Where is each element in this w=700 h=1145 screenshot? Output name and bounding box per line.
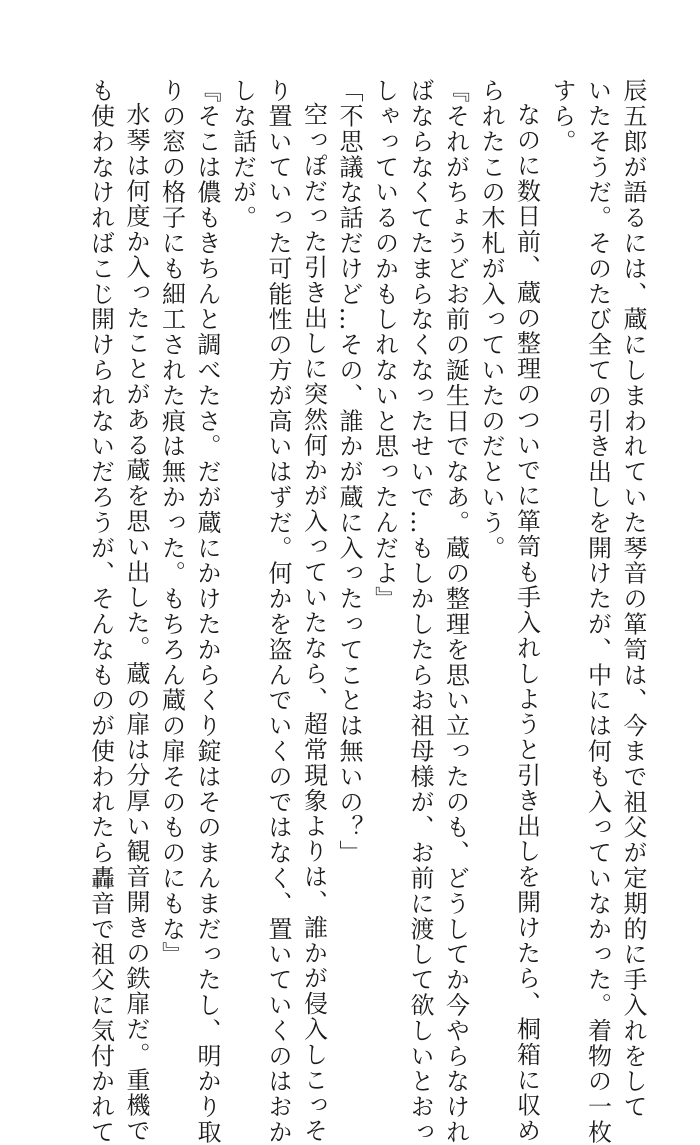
- text-line: すら。: [548, 78, 576, 155]
- text-line: 水琴は何度か入ったことがある蔵を思い出した。蔵の扉は分厚い観音開きの鉄扉だ。重機で: [122, 102, 150, 1144]
- text-line: られたこの木札が入っていたのだという。: [477, 78, 505, 561]
- text-line: 「不思議な話だけど…その、誰かが蔵に入ったってことは無いの？」: [335, 78, 363, 866]
- text-line: ばならなくてたまらなくなったせいで…もしかしたらお祖母様が、お前に渡して欲しいとおっ: [406, 78, 434, 1145]
- text-line: 『そこは儂もきちんと調べたさ。だが蔵にかけたからくり錠はそのまんまだったし、明かり取: [193, 78, 221, 1145]
- text-line: 空っぽだった引き出しに突然何かが入っていたなら、超常現象よりは、誰かが侵入しこっそ: [299, 102, 328, 1144]
- text-line: 辰五郎が語るには、蔵にしまわれていた琴音の箪笥は、今まで祖父が定期的に手入れをして: [619, 78, 647, 1120]
- text-line: りの窓の格子にも細工された痕は無かった。もちろん蔵の扉そのものにもな』: [157, 78, 186, 967]
- text-line: しな話だが。: [228, 78, 257, 231]
- text-line: も使わなければこじ開けられないだろうが、そんなものが使われたら轟音で祖父に気付かれて: [86, 78, 115, 1145]
- text-line: いたそうだ。そのたび全ての引き出しを開けたが、中には何も入っていなかった。着物の一枚: [583, 78, 612, 1145]
- text-line: 『それがちょうどお前の誕生日でなあ。蔵の整理を思い立ったのも、どうしてか今やらなけれ: [441, 78, 470, 1145]
- text-line: り置いていった可能性の方が高いはずだ。何かを盗んでいくのではなく、置いていくのはおか: [264, 78, 292, 1145]
- text-line: なのに数日前、蔵の整理のついでに箪笥も手入れしようと引き出しを開けたら、桐箱に収め: [512, 102, 541, 1144]
- text-line: しゃっているのかもしれないと思ったんだよ』: [370, 78, 399, 612]
- vertical-text-body: [82, 78, 650, 1145]
